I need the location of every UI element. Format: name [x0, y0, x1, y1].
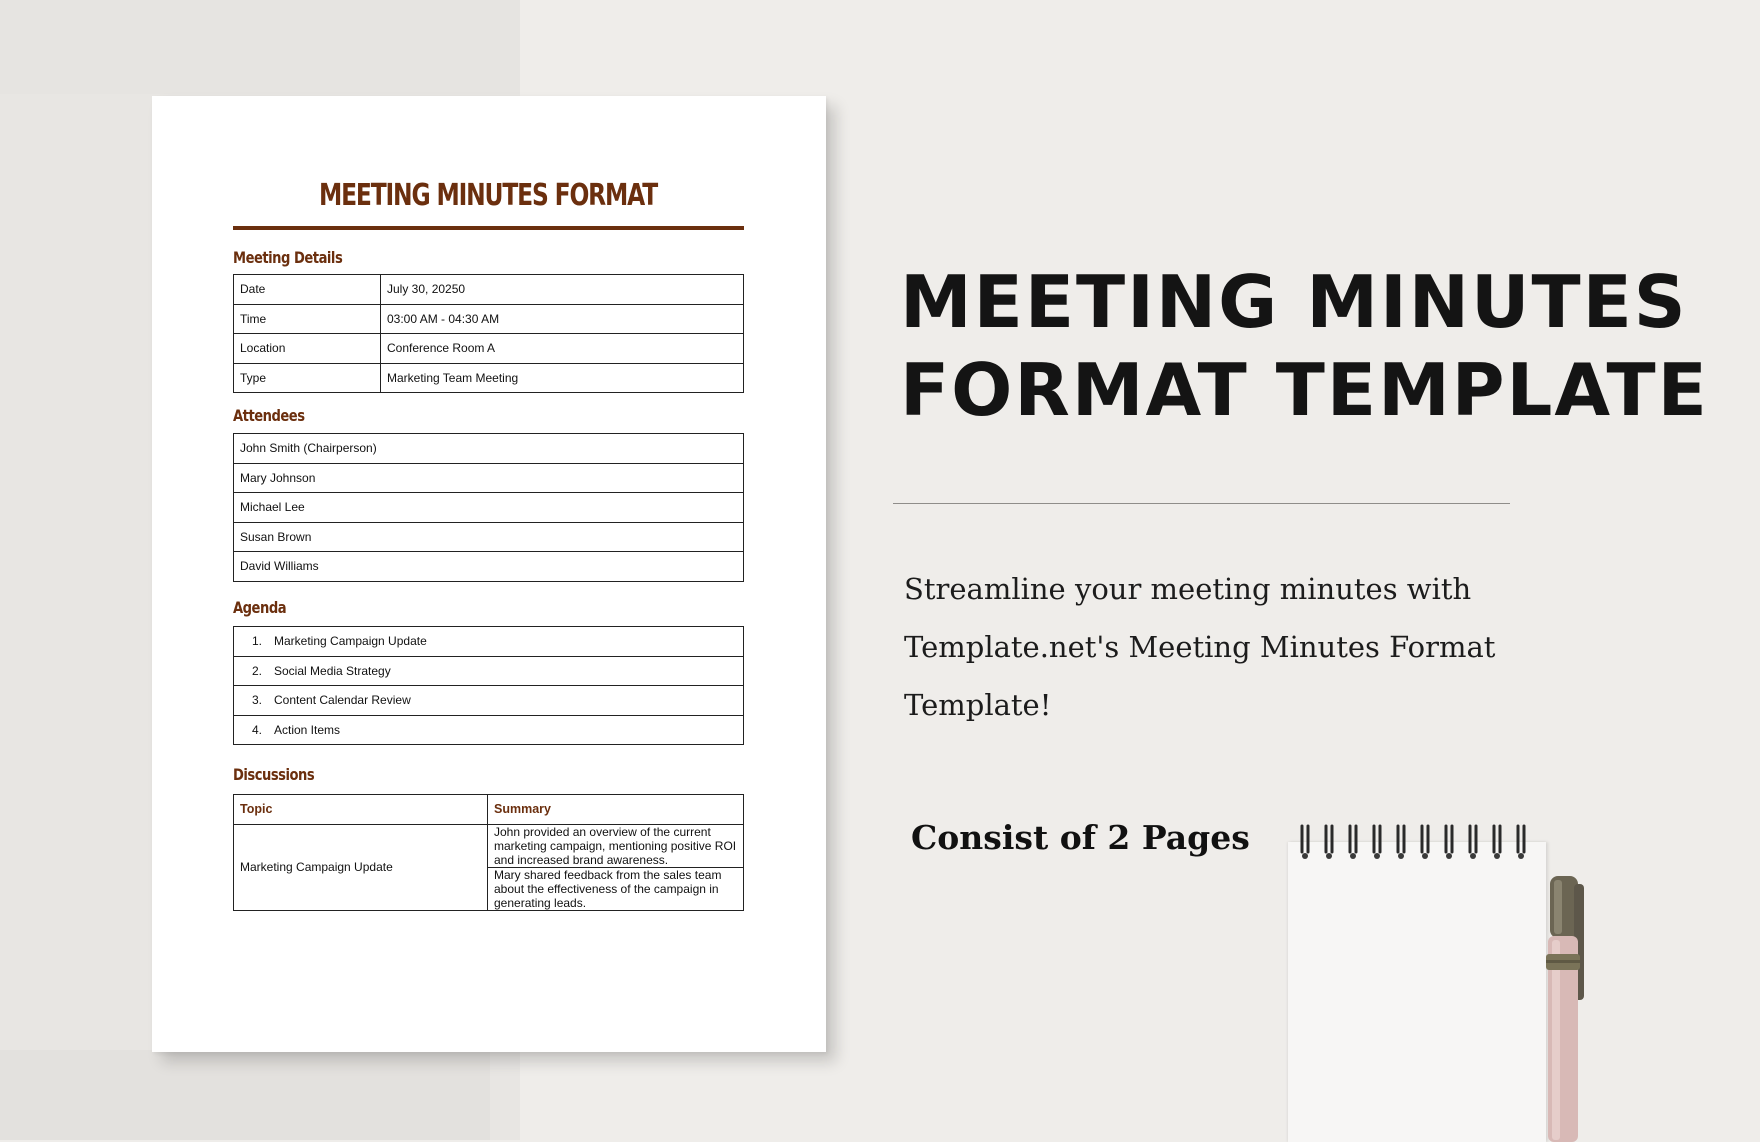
- table-row: [234, 522, 744, 552]
- promo-description-line: Template!: [904, 688, 1052, 722]
- discussion-summary: Mary shared feedback from the sales team about the effectiveness of the campaign in generating leads.: [488, 867, 744, 910]
- summary-column-header: Summary: [488, 795, 744, 825]
- attendee-name: Michael Lee: [234, 493, 744, 523]
- promo-description-line: Template.net's Meeting Minutes Format: [904, 630, 1496, 664]
- table-row: [234, 686, 744, 716]
- pages-count-note: Consist of 2 Pages: [911, 818, 1250, 857]
- promo-title-line: MEETING MINUTES: [900, 260, 1688, 344]
- detail-label: Date: [234, 275, 381, 305]
- promo-title-line: FORMAT TEMPLATE: [900, 348, 1709, 432]
- discussions-table: [233, 794, 744, 911]
- agenda-item: Action Items: [274, 722, 341, 737]
- table-row: [234, 493, 744, 523]
- promo-divider: [893, 503, 1510, 504]
- attendee-name: David Williams: [234, 552, 744, 582]
- agenda-item: Social Media Strategy: [274, 663, 391, 678]
- pen-icon: [1544, 870, 1588, 1142]
- table-row: [234, 627, 744, 657]
- discussion-topic: Marketing Campaign Update: [234, 824, 488, 910]
- notepad-rings-icon: [1290, 822, 1540, 862]
- discussions-heading: Discussions: [233, 765, 315, 784]
- table-row: [234, 552, 744, 582]
- attendee-name: Susan Brown: [234, 522, 744, 552]
- promo-description: [904, 560, 1524, 734]
- table-row: [234, 304, 744, 334]
- agenda-number: 4.: [251, 722, 262, 737]
- agenda-item: Marketing Campaign Update: [274, 634, 427, 649]
- detail-label: Location: [234, 334, 381, 364]
- table-row: [234, 656, 744, 686]
- document-sheet: [152, 96, 826, 1052]
- agenda-number: 2.: [251, 663, 262, 678]
- discussion-summary: John provided an overview of the current marketing campaign, mentioning positive ROI and increased brand awareness.: [488, 824, 744, 867]
- meeting-details-heading: Meeting Details: [233, 248, 343, 267]
- attendees-table: [233, 433, 744, 582]
- attendee-name: Mary Johnson: [234, 463, 744, 493]
- promo-description-line: Streamline your meeting minutes with: [904, 572, 1472, 606]
- detail-value: 03:00 AM - 04:30 AM: [381, 304, 744, 334]
- agenda-heading: Agenda: [233, 598, 287, 617]
- attendees-heading: Attendees: [233, 406, 305, 425]
- agenda-number: 1.: [251, 634, 262, 649]
- background-panel-left-upper: [0, 0, 520, 94]
- table-row: [234, 334, 744, 364]
- detail-label: Type: [234, 363, 381, 393]
- document-title: MEETING MINUTES FORMAT: [318, 178, 658, 213]
- table-row: [234, 275, 744, 305]
- table-row: [234, 363, 744, 393]
- promo-title: [900, 258, 1709, 434]
- table-header-row: [234, 795, 744, 825]
- table-row: [234, 824, 744, 867]
- table-row: [234, 434, 744, 464]
- agenda-table: [233, 626, 744, 745]
- table-row: [234, 715, 744, 745]
- detail-value: Conference Room A: [381, 334, 744, 364]
- title-divider: [233, 226, 744, 230]
- agenda-number: 3.: [251, 693, 262, 708]
- meeting-details-table: [233, 274, 744, 393]
- agenda-item: Content Calendar Review: [274, 693, 411, 708]
- background-panel-left-lower: [0, 1050, 490, 1140]
- detail-label: Time: [234, 304, 381, 334]
- attendee-name: John Smith (Chairperson): [234, 434, 744, 464]
- detail-value: Marketing Team Meeting: [381, 363, 744, 393]
- topic-column-header: Topic: [234, 795, 488, 825]
- spiral-notepad-icon: [1288, 842, 1546, 1142]
- detail-value: July 30, 20250: [381, 275, 744, 305]
- table-row: [234, 463, 744, 493]
